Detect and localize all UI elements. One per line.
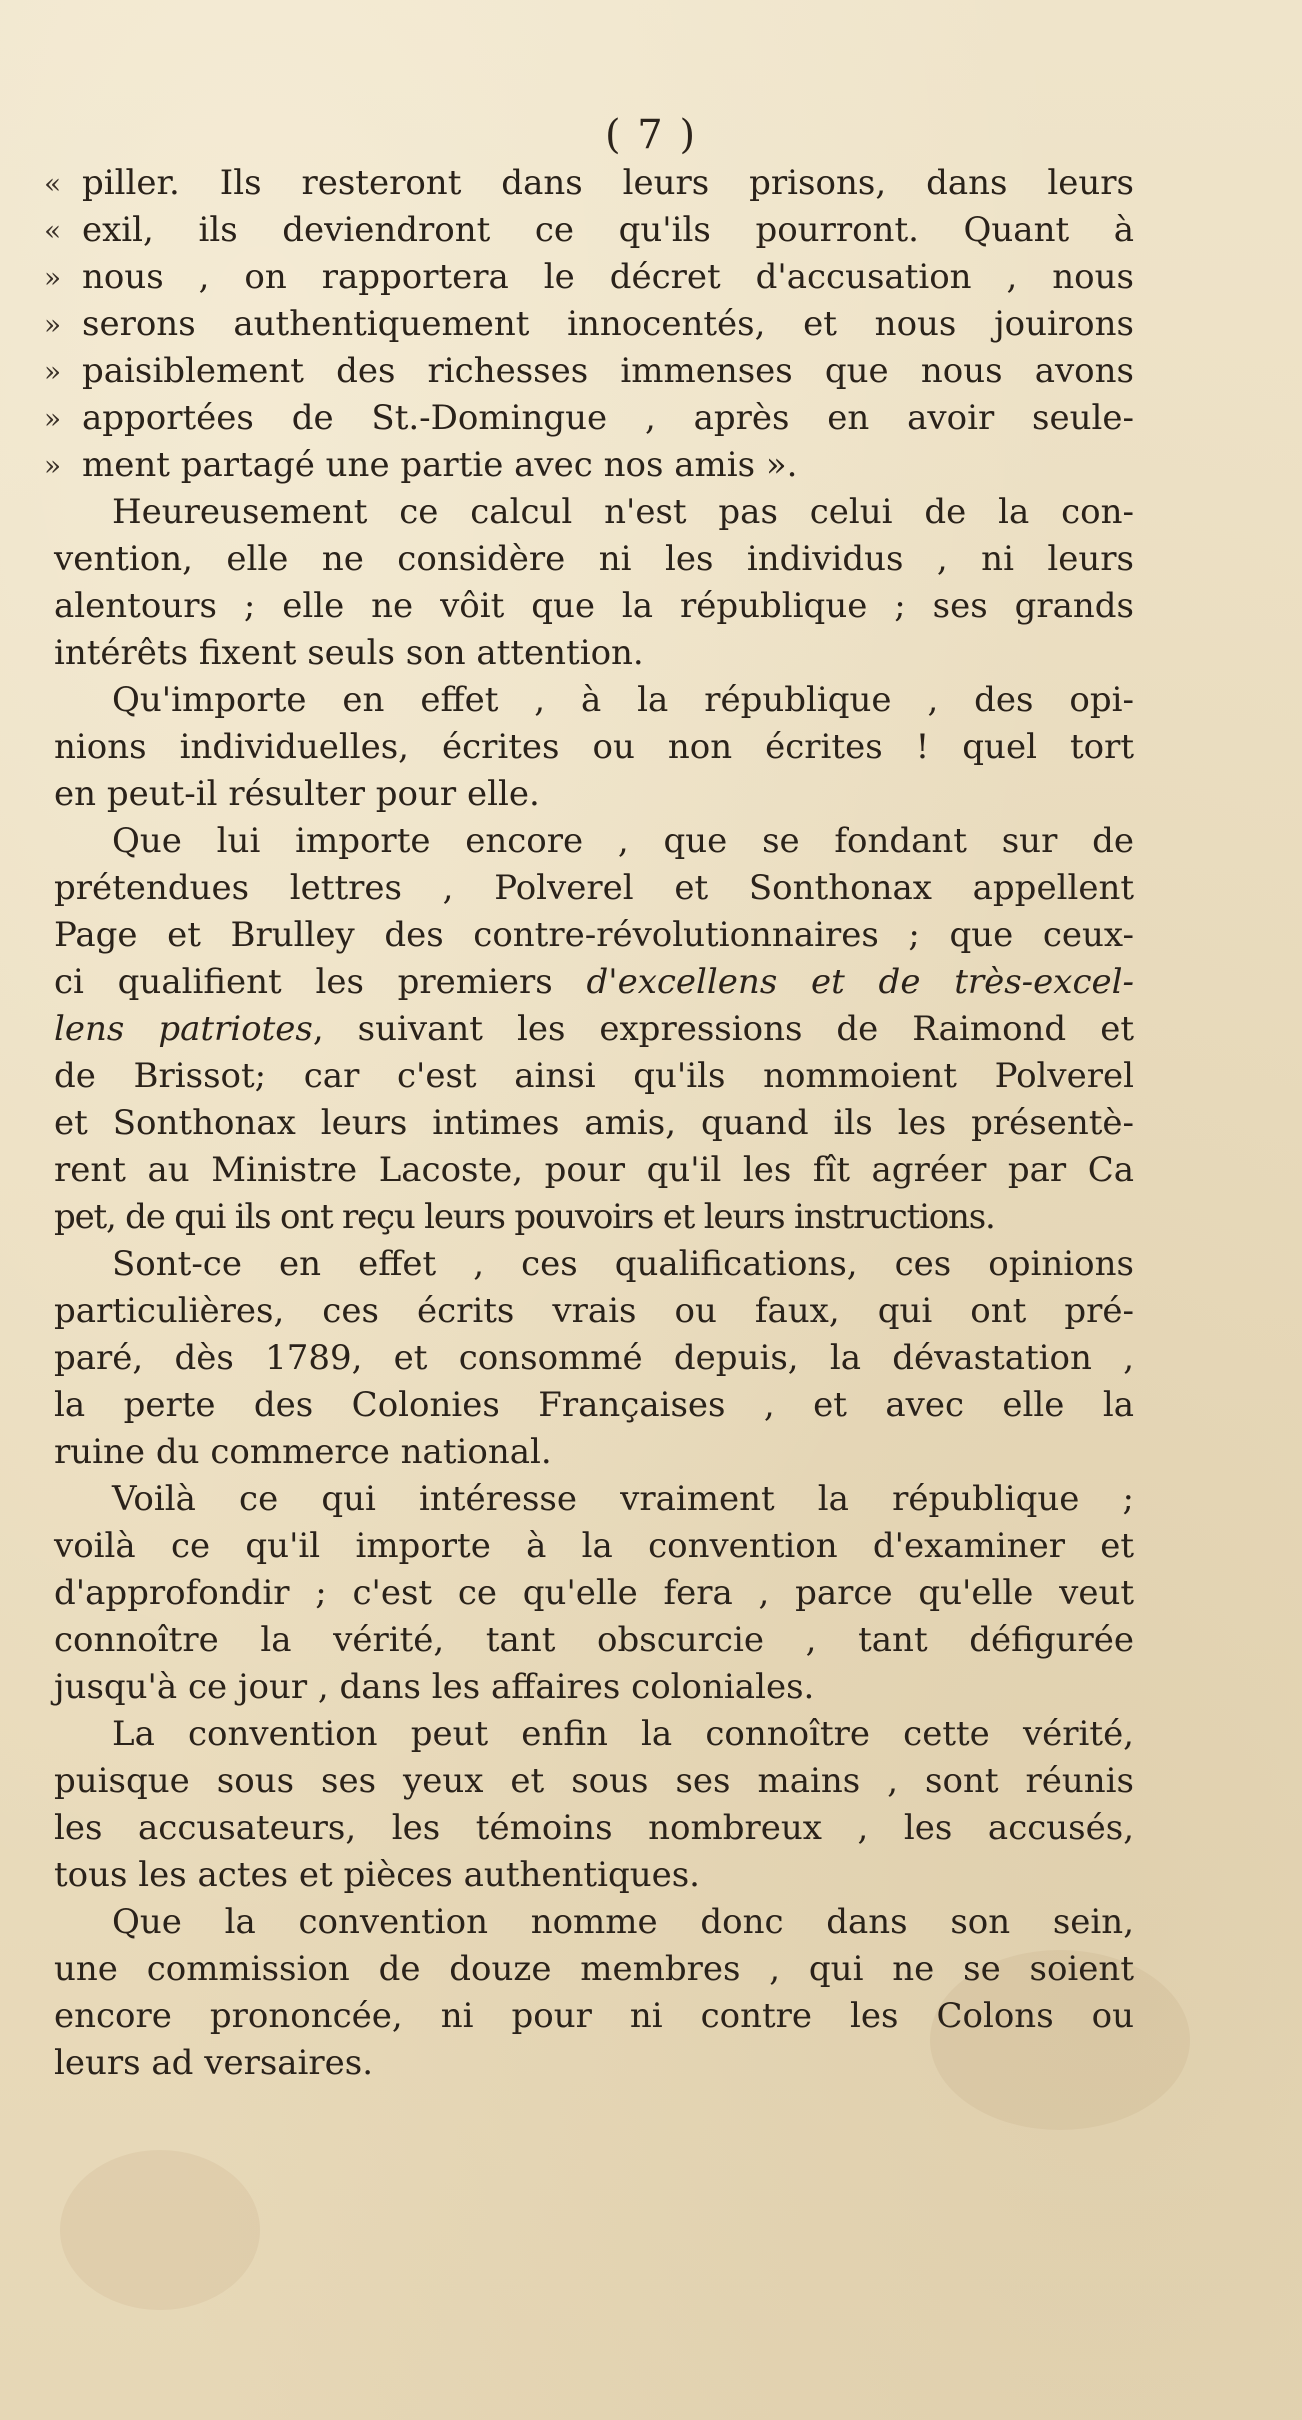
paper-stain (60, 2150, 260, 2310)
line-text: ment partagé une partie avec nos amis ». (82, 445, 798, 485)
paragraph-line: voilà ce qu'il importe à la convention d'examiner et (54, 1526, 1134, 1566)
line-text: ci qualifient les premiers (54, 962, 587, 1002)
quote-line (44, 301, 1134, 348)
paragraph-line: Que lui importe encore , que se fondant sur de (112, 821, 1134, 861)
paragraph-line: de Brissot; car c'est ainsi qu'ils nommoient Polverel (54, 1056, 1134, 1096)
quote-line (44, 442, 1134, 489)
paragraph-line: La convention peut enfin la connoître cette vérité, (112, 1714, 1134, 1754)
paragraph-line: une commission de douze membres , qui ne se soient (54, 1949, 1134, 1989)
page-number: ( 7 ) (604, 112, 698, 158)
line-text: nous , on rapportera le décret d'accusation , nous (82, 257, 1134, 297)
paragraph-line: Heureusement ce calcul n'est pas celui de la con- (112, 492, 1134, 532)
paragraph-line: particulières, ces écrits vrais ou faux, qui ont pré- (54, 1291, 1134, 1331)
paragraph-line (54, 959, 1134, 1006)
paragraph-line (54, 1006, 1134, 1053)
line-text: paisiblement des richesses immenses que nous avons (82, 351, 1134, 391)
paragraph-line: nions individuelles, écrites ou non écrites ! quel tort (54, 727, 1134, 767)
paragraph-line: Page et Brulley des contre-révolutionnaires ; que ceux- (54, 915, 1134, 955)
quote-line (44, 348, 1134, 395)
paragraph-line: intérêts fixent seuls son attention. (54, 633, 644, 673)
guillemet: » (44, 261, 62, 294)
paragraph-line: tous les actes et pièces authentiques. (54, 1855, 700, 1895)
paragraph-line: leurs ad versaires. (54, 2043, 374, 2083)
paragraph-line: Que la convention nomme donc dans son sein, (112, 1902, 1134, 1942)
paragraph-line: et Sonthonax leurs intimes amis, quand ils les présentè- (54, 1103, 1134, 1143)
paragraph-line: connoître la vérité, tant obscurcie , tant défigurée (54, 1620, 1134, 1660)
line-text: piller. Ils resteront dans leurs prisons, dans leurs (82, 163, 1134, 203)
guillemet: » (44, 308, 62, 341)
paragraph-line: les accusateurs, les témoins nombreux , les accusés, (54, 1808, 1134, 1848)
paragraph-line: rent au Ministre Lacoste, pour qu'il les fît agréer par Ca (54, 1150, 1134, 1190)
line-text: apportées de St.-Domingue , après en avoir seule- (82, 398, 1134, 438)
guillemet: » (44, 402, 62, 435)
italic-phrase: lens patriotes (54, 1009, 313, 1049)
quote-line (44, 160, 1134, 207)
paragraph-line: puisque sous ses yeux et sous ses mains , sont réunis (54, 1761, 1134, 1801)
paragraph-line: Qu'importe en effet , à la république , des opi- (112, 680, 1134, 720)
italic-phrase: d'excellens et de très-excel- (586, 962, 1134, 1002)
guillemet: » (44, 355, 62, 388)
paragraph-line: ruine du commerce national. (54, 1432, 552, 1472)
quote-line (44, 207, 1134, 254)
paragraph-line: prétendues lettres , Polverel et Sonthonax appellent (54, 868, 1134, 908)
line-text: exil, ils deviendront ce qu'ils pourront. Quant à (82, 210, 1134, 250)
paragraph-line: encore prononcée, ni pour ni contre les Colons ou (54, 1996, 1134, 2036)
paragraph-line: pet, de qui ils ont reçu leurs pouvoirs et leurs instructions. (54, 1197, 995, 1237)
guillemet: » (44, 449, 62, 482)
paragraph-line: Sont-ce en effet , ces qualifications, ces opinions (112, 1244, 1134, 1284)
paragraph-line: Voilà ce qui intéresse vraiment la république ; (112, 1479, 1134, 1519)
paragraph-line: la perte des Colonies Françaises , et avec elle la (54, 1385, 1134, 1425)
paragraph-line: en peut-il résulter pour elle. (54, 774, 540, 814)
paragraph-line: jusqu'à ce jour , dans les affaires coloniales. (54, 1667, 815, 1707)
guillemet: « (44, 214, 62, 247)
paragraph-line: d'approfondir ; c'est ce qu'elle fera , parce qu'elle veut (54, 1573, 1134, 1613)
paragraph-line: vention, elle ne considère ni les individus , ni leurs (54, 539, 1134, 579)
line-text: , suivant les expressions de Raimond et (312, 1009, 1134, 1049)
line-text: serons authentiquement innocentés, et nous jouirons (82, 304, 1134, 344)
body-text (44, 160, 1134, 2087)
quote-line (44, 395, 1134, 442)
guillemet: « (44, 167, 62, 200)
paragraph-line: alentours ; elle ne vôit que la république ; ses grands (54, 586, 1134, 626)
paragraph-line: paré, dès 1789, et consommé depuis, la dévastation , (54, 1338, 1134, 1378)
quote-line (44, 254, 1134, 301)
